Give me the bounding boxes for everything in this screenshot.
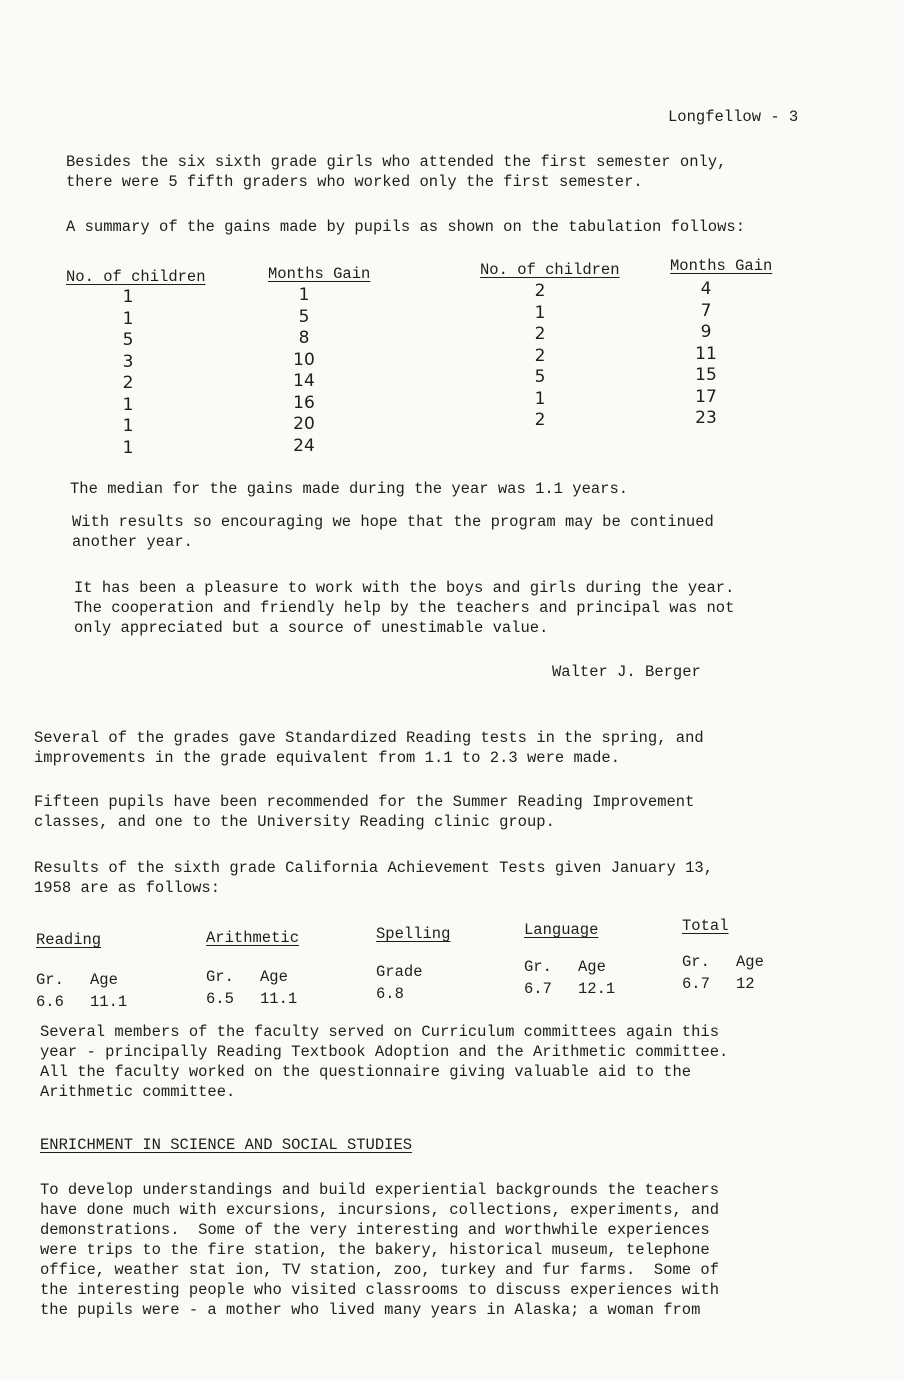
text-line: there were 5 fifth graders who worked only the first semester. — [66, 173, 643, 191]
months-gain-cell: 8 — [298, 328, 310, 348]
sub-label: Age — [736, 953, 764, 971]
pleasure-paragraph — [74, 578, 734, 638]
faculty-paragraph — [40, 1022, 728, 1102]
col-header-children: No. of children — [480, 261, 620, 279]
text-line: With results so encouraging we hope that the program may be continued — [72, 513, 714, 531]
children-count-cell: 2 — [534, 410, 546, 430]
sub-label: Grade — [376, 963, 423, 981]
text-line: another year. — [72, 533, 193, 551]
children-count-cell: 1 — [122, 308, 134, 329]
col-header-children: No. of children — [66, 268, 206, 286]
months-gain-cell: 14 — [293, 371, 315, 391]
text-line: classes, and one to the University Reading clinic group. — [34, 813, 555, 831]
children-count-cell: 2 — [122, 373, 134, 393]
value-cell: 11.1 — [90, 993, 128, 1011]
text-line: the pupils were - a mother who lived many years in Alaska; a woman from — [40, 1301, 701, 1319]
subject-heading: Spelling — [376, 925, 451, 943]
text-line: The cooperation and friendly help by the teachers and principal was not — [74, 599, 735, 617]
months-gain-cell: 1 — [298, 285, 310, 305]
sub-label: Age — [260, 968, 288, 986]
children-count-cell: 1 — [122, 416, 134, 436]
sub-label: Age — [578, 958, 606, 976]
children-count-cell: 1 — [122, 287, 134, 307]
text-line: the interesting people who visited classrooms to discuss experiences with — [40, 1281, 720, 1299]
months-gain-cell: 10 — [293, 349, 315, 370]
col-header-months: Months Gain — [670, 257, 773, 275]
value-cell: 6.5 — [206, 990, 234, 1008]
text-line: Arithmetic committee. — [40, 1083, 236, 1101]
months-gain-cell: 23 — [695, 408, 717, 428]
fifteen-paragraph — [34, 792, 694, 832]
subject-heading: Total — [682, 917, 729, 935]
subject-heading: Arithmetic — [206, 929, 300, 947]
subject-heading: Language — [524, 921, 599, 939]
text-line: Besides the six sixth grade girls who attended the first semester only, — [66, 153, 727, 171]
months-gain-cell: 16 — [293, 392, 315, 413]
median-text: The median for the gains made during the year was 1.1 years. — [70, 480, 629, 498]
value-cell: 12.1 — [578, 980, 616, 998]
col-header-months: Months Gain — [268, 265, 371, 283]
section-heading: ENRICHMENT IN SCIENCE AND SOCIAL STUDIES — [40, 1136, 413, 1154]
sub-label: Gr. — [36, 971, 64, 989]
value-cell: 6.7 — [682, 975, 710, 993]
text-line: To develop understandings and build experiential backgrounds the teachers — [40, 1181, 720, 1199]
children-count-cell: 1 — [122, 437, 134, 458]
text-line: only appreciated but a source of unestimable value. — [74, 619, 549, 637]
subject-heading: Reading — [36, 931, 102, 949]
children-count-cell: 2 — [534, 324, 546, 344]
months-gain-cell: 7 — [700, 300, 712, 321]
text-line: were trips to the fire station, the bakery, historical museum, telephone — [40, 1241, 710, 1259]
text-line: All the faculty worked on the questionnaire giving valuable aid to the — [40, 1063, 692, 1081]
text-line: year - principally Reading Textbook Adoption and the Arithmetic committee. — [40, 1043, 729, 1061]
sub-label: Gr. — [206, 968, 234, 986]
months-gain-cell: 11 — [695, 343, 717, 364]
text-line: Several of the grades gave Standardized Reading tests in the spring, and — [34, 729, 704, 747]
months-gain-cell: 15 — [695, 365, 717, 385]
value-cell: 12 — [736, 975, 755, 993]
signature: Walter J. Berger — [552, 663, 701, 681]
children-count-cell: 1 — [534, 302, 546, 323]
children-count-cell: 2 — [534, 345, 546, 366]
standardized-paragraph — [34, 728, 704, 768]
months-gain-cell: 17 — [695, 386, 717, 407]
sub-label: Age — [90, 971, 118, 989]
children-count-cell: 5 — [534, 367, 546, 387]
children-count-cell: 1 — [122, 394, 134, 415]
text-line: Results of the sixth grade California Achievement Tests given January 13, — [34, 859, 714, 877]
months-gain-cell: 24 — [293, 435, 315, 456]
page-label: Longfellow - 3 — [668, 108, 799, 126]
text-line: have done much with excursions, incursions, collections, experiments, and — [40, 1201, 720, 1219]
children-count-cell: 5 — [122, 330, 134, 350]
value-cell: 6.8 — [376, 985, 404, 1003]
sub-label: Gr. — [682, 953, 710, 971]
months-gain-cell: 5 — [298, 306, 310, 327]
summary-intro: A summary of the gains made by pupils as shown on the tabulation follows: — [66, 218, 746, 236]
text-line: demonstrations. Some of the very interesting and worthwhile experiences — [40, 1221, 710, 1239]
text-line: office, weather stat ion, TV station, zoo, turkey and fur farms. Some of — [40, 1261, 720, 1279]
enrichment-paragraph — [40, 1180, 719, 1320]
text-line: Several members of the faculty served on Curriculum committees again this — [40, 1023, 720, 1041]
months-gain-cell: 20 — [293, 414, 315, 434]
results-paragraph — [72, 512, 714, 552]
children-count-cell: 1 — [534, 388, 546, 409]
months-gain-cell: 4 — [700, 279, 712, 299]
children-count-cell: 3 — [122, 351, 134, 372]
value-cell: 6.6 — [36, 993, 64, 1011]
months-gain-cell: 9 — [700, 322, 712, 342]
children-count-cell: 2 — [534, 281, 546, 301]
text-line: Fifteen pupils have been recommended for the Summer Reading Improvement — [34, 793, 695, 811]
text-line: 1958 are as follows: — [34, 879, 221, 897]
intro-paragraph — [66, 152, 726, 192]
california-paragraph — [34, 858, 713, 898]
value-cell: 6.7 — [524, 980, 552, 998]
sub-label: Gr. — [524, 958, 552, 976]
text-line: It has been a pleasure to work with the boys and girls during the year. — [74, 579, 735, 597]
value-cell: 11.1 — [260, 990, 298, 1008]
text-line: improvements in the grade equivalent from 1.1 to 2.3 were made. — [34, 749, 620, 767]
